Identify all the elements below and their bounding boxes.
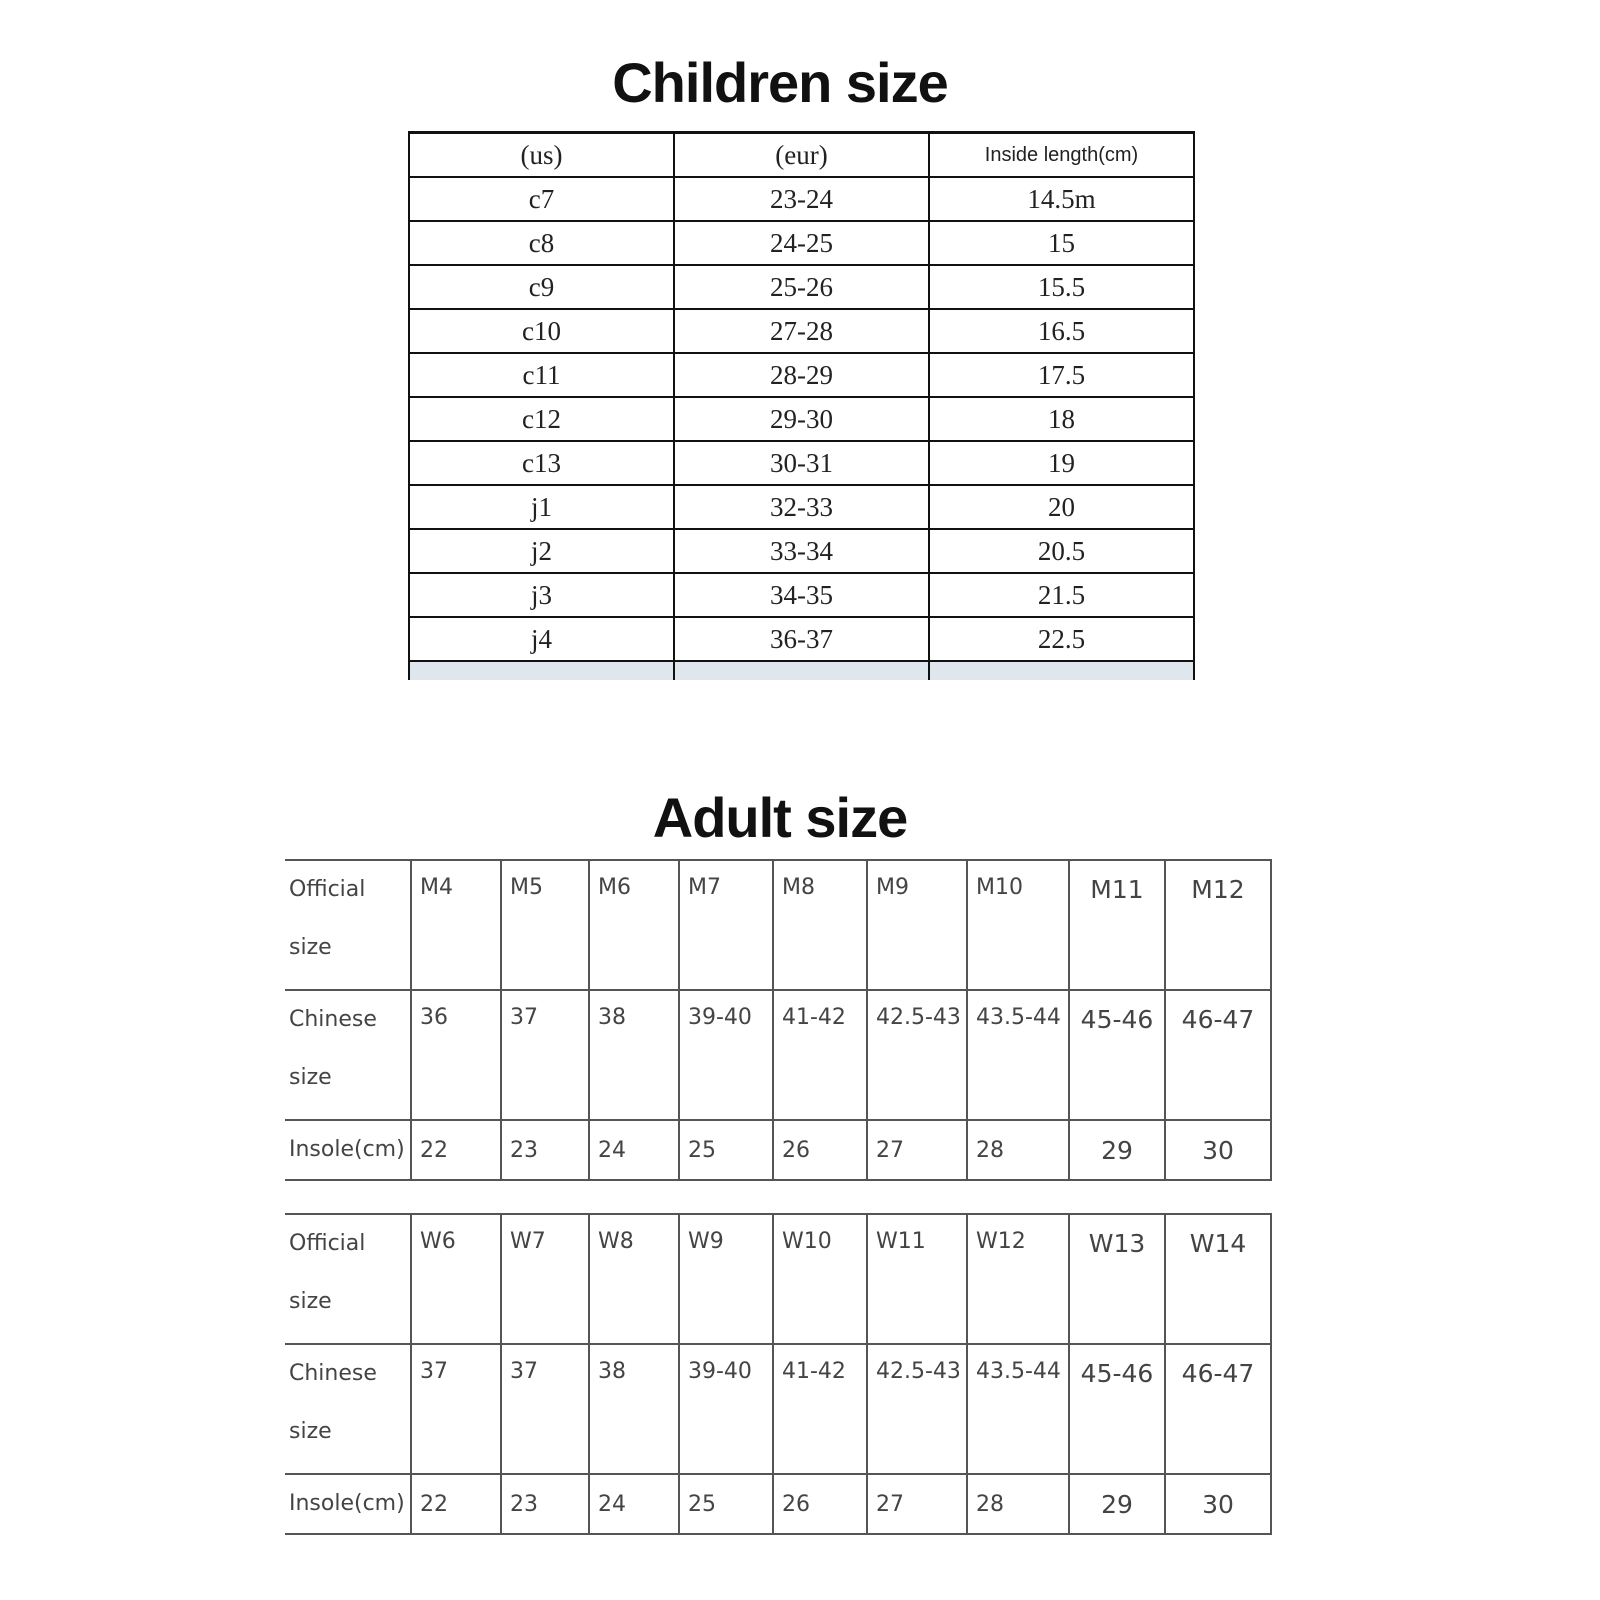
chinese-size-row [285,990,1271,1120]
official-size-cell: W6 [411,1214,501,1344]
insole-cell: 26 [773,1120,867,1180]
chinese-size-cell: 38 [589,990,679,1120]
inside-length-cell: 21.5 [929,573,1194,617]
inside-length-cell: 16.5 [929,309,1194,353]
chinese-size-cell: 37 [411,1344,501,1474]
inside-length-cell: 20 [929,485,1194,529]
table-header-row [409,133,1194,178]
chinese-size-cell: 41-42 [773,1344,867,1474]
us-size-cell: c12 [409,397,674,441]
insole-cell: 28 [967,1120,1069,1180]
inside-length-cell: 14.5m [929,177,1194,221]
official-size-cell: W8 [589,1214,679,1344]
official-size-cell: W10 [773,1214,867,1344]
chinese-size-cell: 37 [501,1344,589,1474]
official-size-cell: M9 [867,860,967,990]
official-size-cell: W14 [1165,1214,1271,1344]
insole-cell: 29 [1069,1120,1165,1180]
us-size-cell: c7 [409,177,674,221]
men-size-table [285,859,1272,1181]
header-eur: (eur) [674,133,929,178]
chinese-size-cell: 46-47 [1165,1344,1271,1474]
insole-cell: 25 [679,1474,773,1534]
official-size-cell: M5 [501,860,589,990]
table-row [409,353,1194,397]
women-size-table [285,1213,1272,1535]
adult-size-title: Adult size [652,786,908,849]
insole-label: Insole(cm) [285,1120,411,1180]
chinese-size-cell: 38 [589,1344,679,1474]
official-size-cell: M7 [679,860,773,990]
children-size-table [408,131,1195,680]
us-size-cell: c8 [409,221,674,265]
eur-size-cell: 28-29 [674,353,929,397]
official-size-cell: W12 [967,1214,1069,1344]
insole-cell: 30 [1165,1120,1271,1180]
official-size-cell: M4 [411,860,501,990]
chinese-size-cell: 43.5-44 [967,1344,1069,1474]
table-bottom-strip [409,661,1194,680]
children-size-title: Children size [612,51,948,114]
eur-size-cell: 34-35 [674,573,929,617]
insole-cell: 24 [589,1474,679,1534]
inside-length-cell: 20.5 [929,529,1194,573]
chinese-size-cell: 42.5-43 [867,1344,967,1474]
eur-size-cell: 27-28 [674,309,929,353]
table-row [409,573,1194,617]
official-size-label: Official size [285,1214,411,1344]
inside-length-cell: 19 [929,441,1194,485]
official-size-cell: W13 [1069,1214,1165,1344]
official-size-cell: W9 [679,1214,773,1344]
us-size-cell: c9 [409,265,674,309]
chinese-size-cell: 39-40 [679,1344,773,1474]
insole-label: Insole(cm) [285,1474,411,1534]
eur-size-cell: 32-33 [674,485,929,529]
table-row [409,309,1194,353]
eur-size-cell: 33-34 [674,529,929,573]
eur-size-cell: 36-37 [674,617,929,661]
insole-cell: 26 [773,1474,867,1534]
eur-size-cell: 23-24 [674,177,929,221]
insole-cell: 25 [679,1120,773,1180]
insole-cell: 27 [867,1474,967,1534]
official-size-cell: M11 [1069,860,1165,990]
header-us: (us) [409,133,674,178]
official-size-cell: W7 [501,1214,589,1344]
chinese-size-label: Chinese size [285,990,411,1120]
official-size-cell: M6 [589,860,679,990]
inside-length-cell: 17.5 [929,353,1194,397]
us-size-cell: c13 [409,441,674,485]
chinese-size-cell: 36 [411,990,501,1120]
official-size-label: Official size [285,860,411,990]
table-row [409,221,1194,265]
chinese-size-cell: 45-46 [1069,990,1165,1120]
table-row [409,441,1194,485]
official-size-cell: M10 [967,860,1069,990]
official-size-cell: M12 [1165,860,1271,990]
table-row [409,265,1194,309]
insole-cell: 24 [589,1120,679,1180]
us-size-cell: c11 [409,353,674,397]
chinese-size-cell: 42.5-43 [867,990,967,1120]
official-size-row [285,860,1271,990]
inside-length-cell: 15 [929,221,1194,265]
chinese-size-cell: 46-47 [1165,990,1271,1120]
table-row [409,485,1194,529]
chinese-size-cell: 41-42 [773,990,867,1120]
official-size-cell: W11 [867,1214,967,1344]
insole-cell: 28 [967,1474,1069,1534]
eur-size-cell: 24-25 [674,221,929,265]
official-size-row [285,1214,1271,1344]
inside-length-cell: 18 [929,397,1194,441]
table-row [409,397,1194,441]
official-size-cell: M8 [773,860,867,990]
insole-row [285,1120,1271,1180]
eur-size-cell: 29-30 [674,397,929,441]
insole-cell: 23 [501,1474,589,1534]
inside-length-cell: 22.5 [929,617,1194,661]
inside-length-cell: 15.5 [929,265,1194,309]
insole-cell: 22 [411,1474,501,1534]
insole-cell: 22 [411,1120,501,1180]
us-size-cell: j1 [409,485,674,529]
chinese-size-row [285,1344,1271,1474]
table-row [409,177,1194,221]
chinese-size-label: Chinese size [285,1344,411,1474]
header-inside-length: Inside length(cm) [929,133,1194,178]
eur-size-cell: 25-26 [674,265,929,309]
insole-row [285,1474,1271,1534]
insole-cell: 23 [501,1120,589,1180]
eur-size-cell: 30-31 [674,441,929,485]
us-size-cell: j2 [409,529,674,573]
table-row [409,617,1194,661]
insole-cell: 27 [867,1120,967,1180]
table-row [409,529,1194,573]
chinese-size-cell: 45-46 [1069,1344,1165,1474]
insole-cell: 30 [1165,1474,1271,1534]
us-size-cell: j3 [409,573,674,617]
chinese-size-cell: 37 [501,990,589,1120]
chinese-size-cell: 39-40 [679,990,773,1120]
us-size-cell: j4 [409,617,674,661]
chinese-size-cell: 43.5-44 [967,990,1069,1120]
insole-cell: 29 [1069,1474,1165,1534]
us-size-cell: c10 [409,309,674,353]
